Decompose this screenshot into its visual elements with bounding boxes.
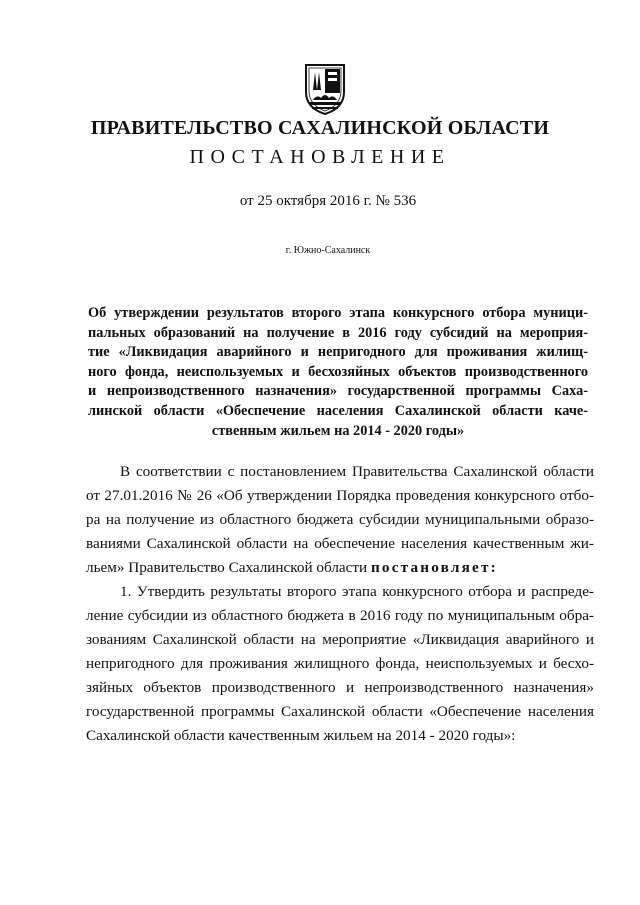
document-type: ПОСТАНОВЛЕНИЕ [189, 146, 451, 168]
preamble-line: ваниями Сахалинской области на обеспечение населения качественным жи- [86, 535, 594, 552]
subject-line: пальных образований на получение в 2016 году субсидий на мероприя- [88, 324, 588, 341]
document-date-number: от 25 октября 2016 г. № 536 [239, 193, 417, 209]
subject-line: линской области «Обеспечение населения Сахалинской области каче- [88, 402, 588, 419]
subject-line: и непроизводственного назначения» государственной программы Саха- [88, 383, 588, 400]
sakhalin-coat-of-arms-icon [301, 60, 349, 116]
item-line: 1. Утвердить результаты второго этапа конкурсного отбора и распреде- [120, 583, 594, 600]
item-line: зованиям Сахалинской области на мероприятие «Ликвидация аварийного и [86, 631, 594, 648]
preamble-line: ра на получение из областного бюджета субсидии муниципальными образо- [86, 511, 594, 528]
subject-line: тие «Ликвидация аварийного и непригодного для проживания жилищ- [88, 344, 588, 361]
document-place: г. Южно-Сахалинск [285, 245, 371, 256]
subject-line: ного фонда, неиспользуемых и бесхозяйных объектов производственного [88, 363, 588, 380]
item-line: Сахалинской области качественным жильем на 2014 - 2020 годы»: [86, 727, 516, 744]
decree-word: постановляет: [370, 559, 498, 576]
item-line: зяйных объектов производственного и непроизводственного назначения» [86, 679, 594, 696]
preamble-line: от 27.01.2016 № 26 «Об утверждении Порядка проведения конкурсного отбо- [86, 487, 594, 504]
preamble-line-text: льем» Правительство Сахалинской области [86, 559, 368, 576]
document-body [86, 460, 594, 748]
preamble-line [86, 556, 594, 580]
item-line: непригодного для проживания жилищного фонда, неиспользуемых и бесхо- [86, 655, 594, 672]
document-subject [88, 304, 588, 441]
preamble-line: В соответствии с постановлением Правительства Сахалинской области [120, 463, 594, 480]
item-line: государственной программы Сахалинской области «Обеспечение населения [86, 703, 594, 720]
subject-line: ственным жильем на 2014 - 2020 годы» [211, 422, 465, 439]
subject-line: Об утверждении результатов второго этапа конкурсного отбора муници- [88, 305, 588, 321]
item-line: ление субсидии из областного бюджета в 2016 году по муниципальным обра- [86, 607, 594, 624]
government-title: ПРАВИТЕЛЬСТВО САХАЛИНСКОЙ ОБЛАСТИ [90, 117, 550, 139]
